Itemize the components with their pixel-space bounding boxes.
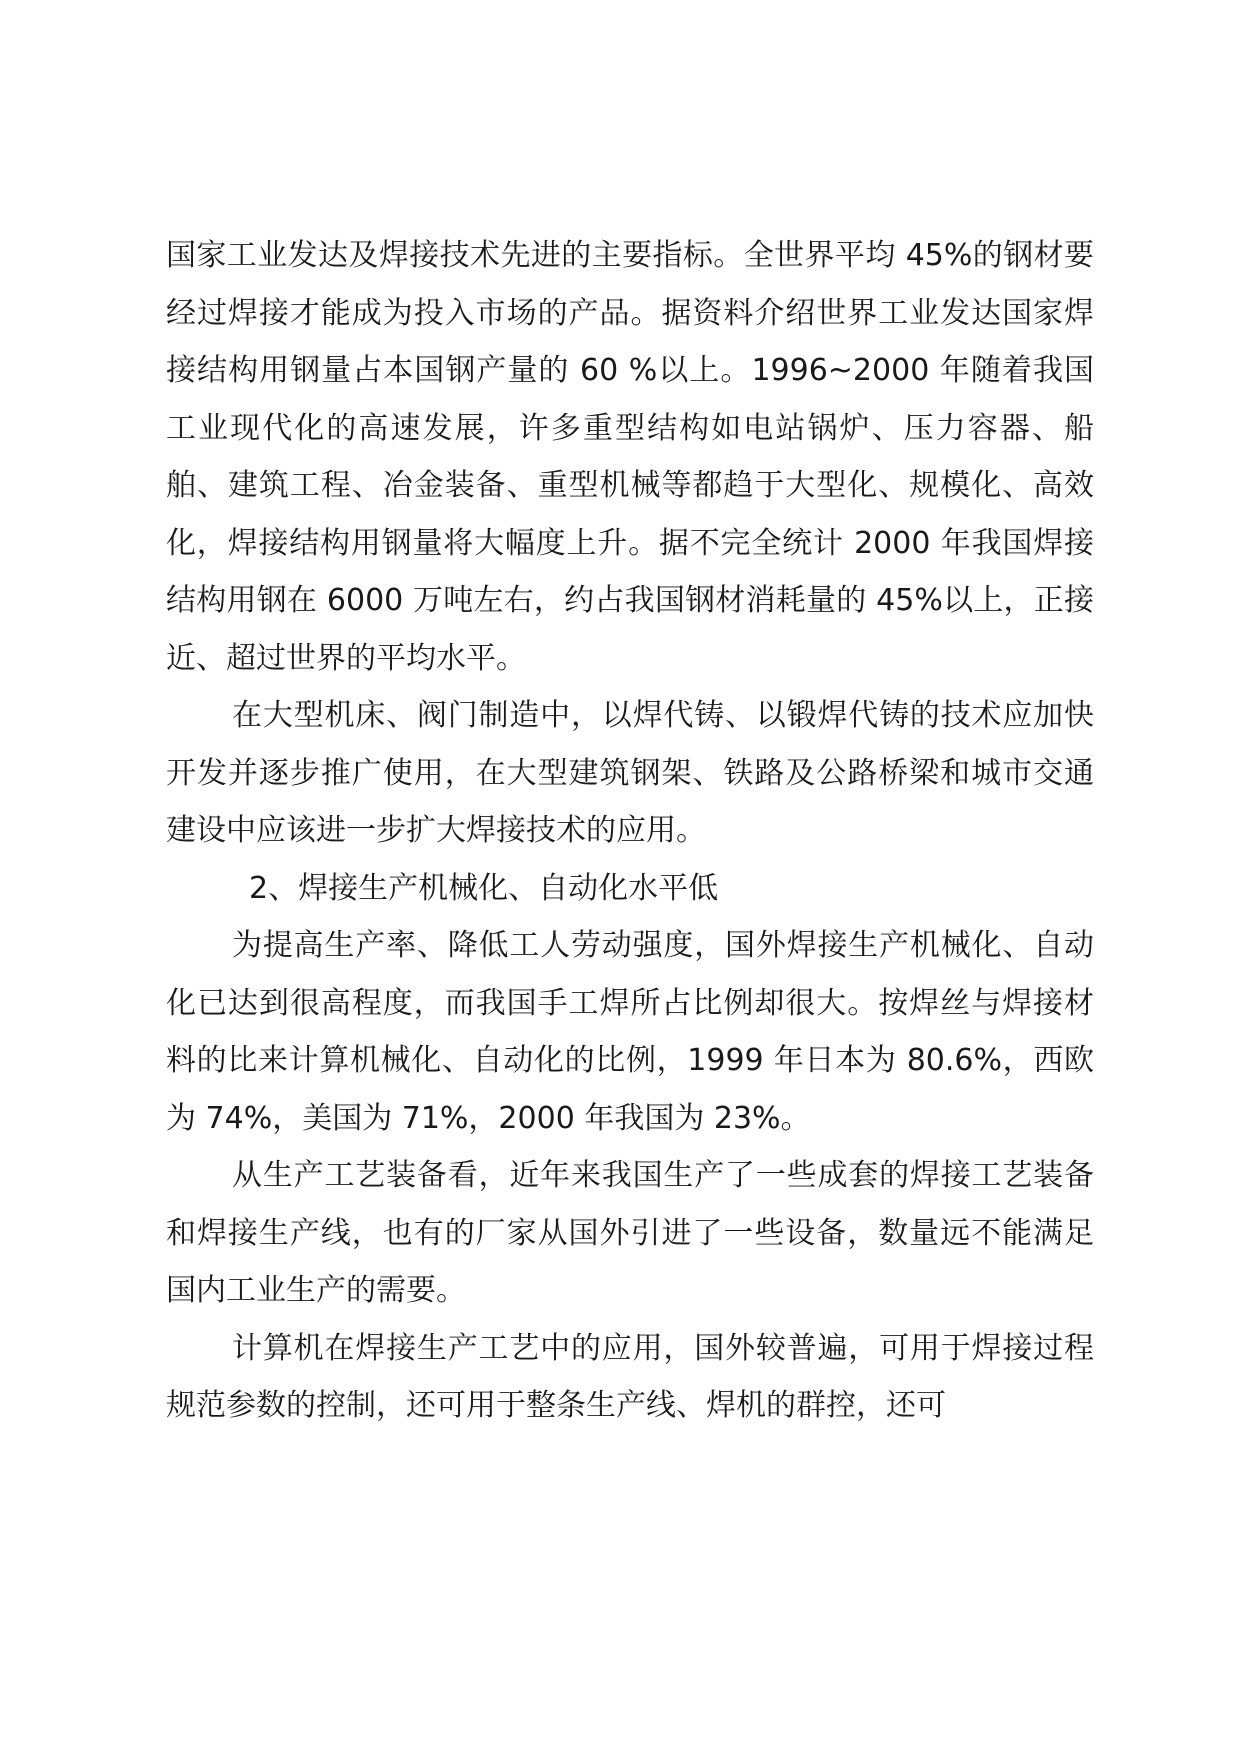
paragraph-process-equipment: 从生产工艺装备看，近年来我国生产了一些成套的焊接工艺装备和焊接生产线，也有的厂家从国外引进了一些设备，数量远不能满足国内工业生产的需要。	[166, 1158, 1094, 1308]
paragraph-computer-application: 计算机在焊接生产工艺中的应用，国外较普遍，可用于焊接过程规范参数的控制，还可用于整条生产线、焊机的群控，还可	[166, 1330, 1094, 1423]
paragraph-machine-tools: 在大型机床、阀门制造中，以焊代铸、以锻焊代铸的技术应加快开发并逐步推广使用，在大型建筑钢架、铁路及公路桥梁和城市交通建设中应该进一步扩大焊接技术的应用。	[166, 698, 1094, 848]
paragraph-automation-stats: 为提高生产率、降低工人劳动强度，国外焊接生产机械化、自动化已达到很高程度，而我国手工焊所占比例却很大。按焊丝与焊接材料的比来计算机械化、自动化的比例，1999 年日本为 80.6%，西欧为 74%，美国为 71%，2000 年我国为 23%。	[166, 928, 1094, 1136]
document-body	[166, 227, 1094, 1435]
paragraph-continuation: 国家工业发达及焊接技术先进的主要指标。全世界平均 45%的钢材要经过焊接才能成为投入市场的产品。据资料介绍世界工业发达国家焊接结构用钢量占本国钢产量的 60 %以上。1996~2000 年随着我国工业现代化的高速发展，许多重型结构如电站锅炉、压力容器、船舶、建筑工程、冶金装备、重型机械等都趋于大型化、规模化、高效化，焊接结构用钢量将大幅度上升。据不完全统计 2000 年我国焊接结构用钢在 6000 万吨左右，约占我国钢材消耗量的 45%以上，正接近、超过世界的平均水平。	[166, 238, 1094, 676]
section-heading-automation: 2、焊接生产机械化、自动化水平低	[249, 870, 719, 906]
